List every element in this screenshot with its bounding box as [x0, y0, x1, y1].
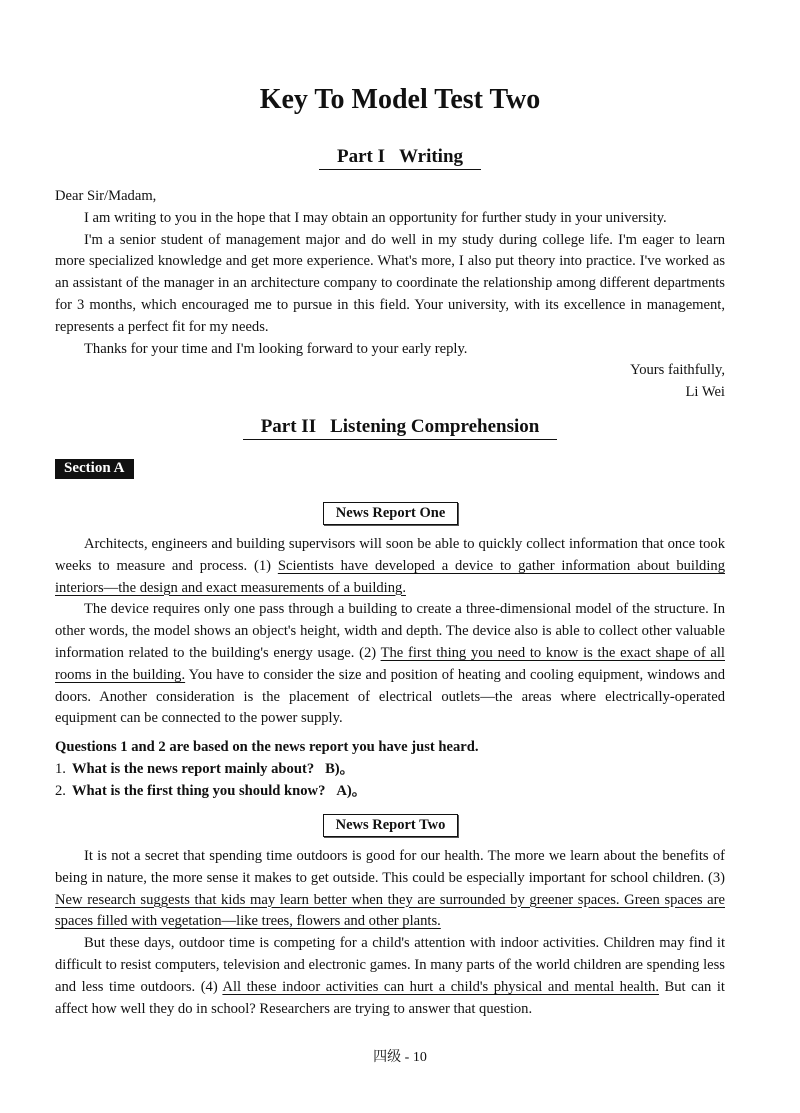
- question-item: 1. What is the news report mainly about? B)。: [55, 761, 355, 777]
- page-title: Key To Model Test Two: [259, 84, 541, 115]
- questions-block: [55, 736, 745, 802]
- news1-paragraph: The device requires only one pass through a building to create a three-dimensional model of the structure. In other words, the model shows an object's height, width and depth. The device also is able to collect other valuable information related to the building's energy usage. (2) The first thing you need to know is the exact shape of all rooms in the building. You have to consider the size and position of heating and cooling equipment, windows and doors. Another consideration is the placement of electrical outlets—the areas where electrically-operated equipment can be connected to the power supply.: [55, 601, 725, 727]
- answer-underline: New research suggests that kids may learn better when they are surrounded by greener spaces. Green spaces are spaces filled with vegetation—like trees, flowers and other plants.: [55, 891, 725, 930]
- answer: A)。: [336, 783, 367, 799]
- signature: Li Wei: [685, 384, 725, 401]
- question-item: 2. What is the first thing you should know? A)。: [55, 783, 367, 799]
- news-report-two-text: [55, 846, 725, 1020]
- part2-label: Listening Comprehension: [330, 416, 540, 437]
- news2-paragraph: It is not a secret that spending time outdoors is good for our health. The more we learn about the benefits of being in nature, the more sense it makes to get outside. This could be especially important for school children. (3) New research suggests that kids may learn better when they are surrounded by greener spaces. Green spaces are spaces filled with vegetation—like trees, flowers and other plants.: [55, 848, 725, 930]
- part1-heading: [0, 146, 800, 170]
- answer-underline: The first thing you need to know is the exact shape of all rooms in the building.: [55, 644, 725, 683]
- salutation: Dear Sir/Madam,: [55, 188, 157, 204]
- part1-number: Part I: [336, 146, 385, 167]
- closing: Yours faithfully,: [630, 362, 725, 379]
- letter-paragraph: I am writing to you in the hope that I may obtain an opportunity for further study in your university.: [84, 209, 667, 226]
- answer-underline: Scientists have developed a device to gather information about building interiors—the design and exact measurements of a building.: [55, 557, 725, 596]
- letter-paragraph: Thanks for your time and I'm looking forward to your early reply.: [84, 340, 468, 357]
- news2-paragraph: But these days, outdoor time is competing for a child's attention with indoor activities. Children may find it difficult to resist computers, television and electronic games. In many parts of the world children are spending less and less time outdoors. (4) All these indoor activities can hurt a child's physical and mental health. But can it affect how well they do in school? Researchers are trying to answer that question.: [55, 935, 725, 1017]
- news-report-two-heading: News Report Two: [323, 814, 458, 837]
- questions-intro: Questions 1 and 2 are based on the news report you have just heard.: [55, 739, 479, 755]
- news1-paragraph: Architects, engineers and building supervisors will soon be able to quickly collect information that once took weeks to measure and process. (1) Scientists have developed a device to gather information about building interiors—the design and exact measurements of a building.: [55, 536, 725, 596]
- part2-heading: [0, 416, 800, 440]
- section-a-label: Section A: [55, 459, 134, 479]
- news-report-one-text: [55, 534, 725, 730]
- letter: [55, 186, 725, 404]
- letter-paragraph: I'm a senior student of management major and do well in my study during college life. I'm eager to learn more specialized knowledge and get more experience. What's more, I also put theory into practice. I've worked as an assistant of the manager in an architecture company to coordinate the relationship among different departments for 3 months, which encouraged me to pursue in this field. Your university, with its excellence in management, represents a perfect fit for my needs.: [55, 231, 725, 335]
- answer: B)。: [325, 761, 355, 777]
- news-report-one-heading: News Report One: [323, 502, 458, 525]
- answer-underline: All these indoor activities can hurt a child's physical and mental health.: [222, 978, 659, 995]
- page-number: 四级 - 10: [373, 1050, 427, 1065]
- part2-number: Part II: [260, 416, 317, 437]
- part1-label: Writing: [398, 146, 464, 167]
